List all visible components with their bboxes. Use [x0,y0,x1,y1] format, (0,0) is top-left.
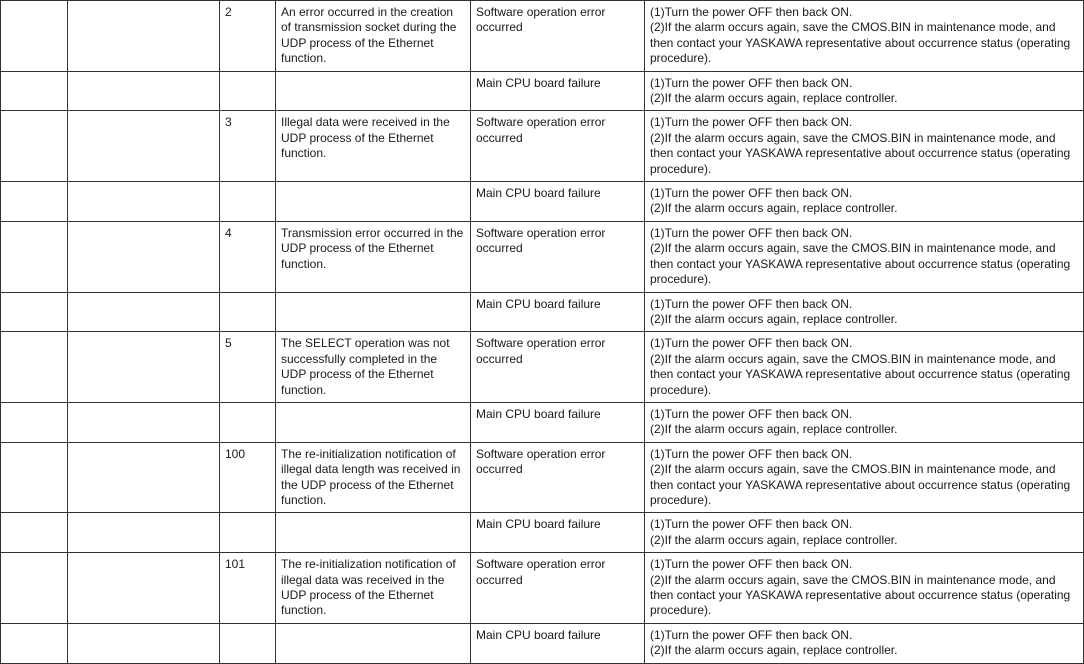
remedy-step: (1)Turn the power OFF then back ON. [650,115,853,130]
cause-text: Software operation error occurred [476,557,606,587]
sub-code-cell [220,623,276,663]
meaning-text: The re-initialization notification of illegal data length was received in the UDP process of the Ethernet function. [281,446,461,507]
meaning-cell [276,111,471,182]
alarm-name-cell [68,1,220,72]
alarm-code-cell [1,182,68,222]
remedy-step: (1)Turn the power OFF then back ON. [650,5,853,19]
cause-cell [471,442,645,513]
sub-code-cell [220,332,276,403]
sub-code: 5 [225,336,232,351]
table-row [1,442,1084,513]
alarm-code-cell [1,292,68,332]
sub-code: 2 [225,5,232,19]
meaning-text: Transmission error occurred in the UDP process of the Ethernet function. [281,225,464,271]
cause-text: Software operation error occurred [476,5,606,35]
alarm-name-cell [68,292,220,332]
remedy-step: (2)If the alarm occurs again, save the CMOS.BIN in maintenance mode, and then contact your YASKAWA representative about occurrence status (operating procedure). [650,241,1071,287]
remedy-step: (1)Turn the power OFF then back ON. [650,557,853,572]
cause-cell [471,623,645,663]
remedy-step: (2)If the alarm occurs again, replace controller. [650,311,898,326]
remedy-step: (1)Turn the power OFF then back ON. [650,225,853,240]
cause-cell [471,182,645,222]
remedy-step: (2)If the alarm occurs again, save the CMOS.BIN in maintenance mode, and then contact your YASKAWA representative about occurrence status (operating procedure). [650,20,1071,66]
sub-code-cell [220,71,276,111]
remedy-step: (2)If the alarm occurs again, save the CMOS.BIN in maintenance mode, and then contact your YASKAWA representative about occurrence status (operating procedure). [650,130,1071,176]
alarm-name-cell [68,513,220,553]
table-row [1,623,1084,663]
alarm-code-cell [1,623,68,663]
cause-text: Main CPU board failure [476,406,601,421]
cause-cell [471,221,645,292]
sub-code-cell [220,553,276,624]
alarm-code-cell [1,221,68,292]
table-row [1,513,1084,553]
alarm-code-cell [1,402,68,442]
remedy-step: (2)If the alarm occurs again, replace controller. [650,91,898,106]
meaning-cell [276,292,471,332]
remedy-cell [645,442,1084,513]
alarm-name-cell [68,442,220,513]
remedy-step: (1)Turn the power OFF then back ON. [650,75,853,90]
table-row [1,292,1084,332]
cause-cell [471,1,645,72]
alarm-code-cell [1,1,68,72]
meaning-cell [276,623,471,663]
remedy-step: (1)Turn the power OFF then back ON. [650,627,853,642]
remedy-cell [645,402,1084,442]
alarm-code-cell [1,332,68,403]
meaning-text: Illegal data were received in the UDP process of the Ethernet function. [281,115,450,161]
sub-code: 3 [225,115,232,130]
remedy-step: (2)If the alarm occurs again, save the CMOS.BIN in maintenance mode, and then contact your YASKAWA representative about occurrence status (operating procedure). [650,462,1071,507]
alarm-name-cell [68,623,220,663]
cause-text: Software operation error occurred [476,336,606,366]
cause-cell [471,292,645,332]
meaning-cell [276,553,471,624]
remedy-step: (1)Turn the power OFF then back ON. [650,406,853,421]
alarm-code-cell [1,111,68,182]
remedy-step: (2)If the alarm occurs again, replace controller. [650,422,898,437]
sub-code-cell [220,111,276,182]
meaning-cell [276,1,471,72]
remedy-step: (1)Turn the power OFF then back ON. [650,296,853,311]
cause-cell [471,332,645,403]
meaning-cell [276,221,471,292]
sub-code-cell [220,1,276,72]
alarm-name-cell [68,182,220,222]
cause-cell [471,402,645,442]
remedy-cell [645,292,1084,332]
alarm-table-body [1,1,1084,664]
table-row [1,221,1084,292]
cause-cell [471,71,645,111]
table-row [1,111,1084,182]
alarm-name-cell [68,221,220,292]
remedy-step: (1)Turn the power OFF then back ON. [650,517,853,532]
remedy-step: (2)If the alarm occurs again, save the CMOS.BIN in maintenance mode, and then contact your YASKAWA representative about occurrence status (operating procedure). [650,351,1071,397]
table-row [1,71,1084,111]
remedy-cell [645,221,1084,292]
remedy-step: (1)Turn the power OFF then back ON. [650,336,853,351]
sub-code-cell [220,221,276,292]
table-row [1,332,1084,403]
alarm-code-cell [1,442,68,513]
alarm-name-cell [68,332,220,403]
alarm-code-cell [1,553,68,624]
table-row [1,1,1084,72]
remedy-step: (2)If the alarm occurs again, replace controller. [650,643,898,658]
cause-cell [471,111,645,182]
remedy-step: (2)If the alarm occurs again, replace controller. [650,532,898,547]
meaning-cell [276,182,471,222]
meaning-text: The SELECT operation was not successfully completed in the UDP process of the Ethernet function. [281,336,450,397]
remedy-step: (2)If the alarm occurs again, replace controller. [650,201,898,216]
remedy-cell [645,623,1084,663]
table-row [1,402,1084,442]
remedy-cell [645,111,1084,182]
sub-code-cell [220,402,276,442]
cause-cell [471,513,645,553]
cause-text: Main CPU board failure [476,627,601,642]
alarm-code-cell [1,513,68,553]
cause-cell [471,553,645,624]
remedy-cell [645,71,1084,111]
table-row [1,182,1084,222]
alarm-name-cell [68,71,220,111]
sub-code-cell [220,292,276,332]
sub-code: 100 [225,446,246,461]
cause-text: Software operation error occurred [476,225,606,256]
meaning-text: The re-initialization notification of illegal data was received in the UDP process of the Ethernet function. [281,557,456,618]
cause-text: Main CPU board failure [476,75,601,90]
alarm-name-cell [68,553,220,624]
table-row [1,553,1084,624]
remedy-step: (2)If the alarm occurs again, save the CMOS.BIN in maintenance mode, and then contact your YASKAWA representative about occurrence status (operating procedure). [650,572,1071,618]
sub-code-cell [220,442,276,513]
meaning-cell [276,513,471,553]
remedy-cell [645,182,1084,222]
cause-text: Main CPU board failure [476,186,601,201]
cause-text: Software operation error occurred [476,446,606,477]
remedy-step: (1)Turn the power OFF then back ON. [650,186,853,201]
sub-code: 101 [225,557,246,572]
meaning-cell [276,442,471,513]
meaning-cell [276,332,471,403]
cause-text: Main CPU board failure [476,517,601,532]
meaning-cell [276,71,471,111]
remedy-cell [645,332,1084,403]
remedy-cell [645,1,1084,72]
meaning-cell [276,402,471,442]
alarm-name-cell [68,402,220,442]
cause-text: Main CPU board failure [476,296,601,311]
remedy-cell [645,513,1084,553]
remedy-step: (1)Turn the power OFF then back ON. [650,446,853,461]
cause-text: Software operation error occurred [476,115,606,145]
sub-code-cell [220,513,276,553]
sub-code: 4 [225,225,232,240]
meaning-text: An error occurred in the creation of transmission socket during the UDP process of the Ethernet function. [281,5,457,66]
alarm-code-cell [1,71,68,111]
sub-code-cell [220,182,276,222]
remedy-cell [645,553,1084,624]
alarm-name-cell [68,111,220,182]
